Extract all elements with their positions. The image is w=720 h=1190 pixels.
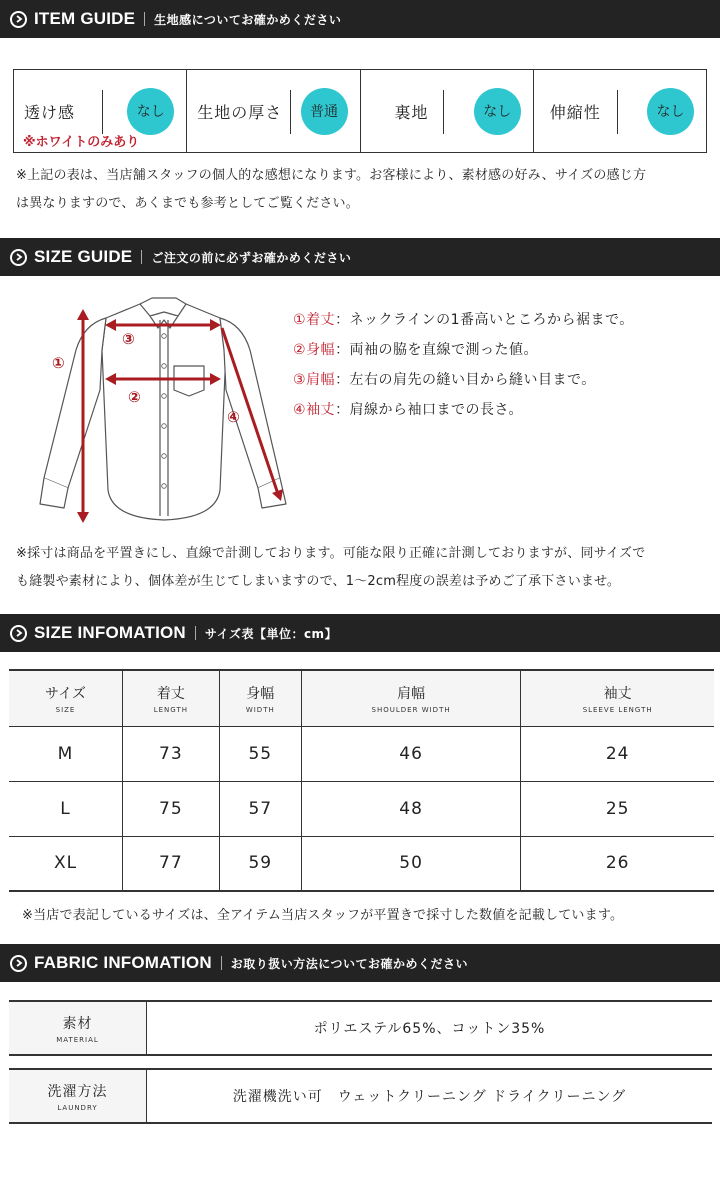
column-header: サイズ SIZE bbox=[9, 670, 123, 726]
column-header: 袖丈 SLEEVE LENGTH bbox=[521, 670, 714, 726]
section-subtitle: ご注文の前に必ずお確かめください bbox=[151, 250, 352, 265]
guide-label: 伸縮性 bbox=[549, 102, 601, 122]
section-subtitle: 生地感についてお確かめください bbox=[154, 12, 342, 27]
diagram-label-width: ② bbox=[128, 388, 141, 406]
size-guide-note: ※採寸は商品を平置きにし、直線で計測しております。可能な限り正確に計測しておりますが、同サイズで も縫製や素材により、個体差が生じてしまいますので、1〜2cm程度の誤差は予めご了承下さいませ。 bbox=[16, 546, 646, 589]
section-title: ITEM GUIDE bbox=[34, 9, 136, 28]
guide-cell-thickness bbox=[187, 70, 360, 152]
size-info-header bbox=[0, 614, 720, 652]
column-header: 身幅 WIDTH bbox=[219, 670, 301, 726]
guide-label: 生地の厚さ bbox=[197, 102, 283, 122]
size-table bbox=[9, 669, 714, 892]
fabric-row-material bbox=[9, 1000, 712, 1056]
chevron-right-icon bbox=[10, 625, 27, 642]
diagram-label-sleeve: ④ bbox=[227, 408, 240, 426]
legend-item-length: ①着丈：ネックラインの1番高いところから裾まで。 bbox=[293, 312, 634, 328]
guide-cell-transparency bbox=[14, 70, 187, 152]
item-guide-header bbox=[0, 0, 720, 38]
size-guide-header bbox=[0, 238, 720, 276]
guide-cell-lining bbox=[361, 70, 534, 152]
item-guide-note: ※上記の表は、当店舗スタッフの個人的な感想になります。お客様により、素材感の好み、サイズの感じ方 は異なりますので、あくまでも参考としてご覧ください。 bbox=[16, 168, 647, 211]
legend-item-width: ②身幅：両袖の脇を直線で測った値。 bbox=[293, 342, 539, 358]
fabric-value: 洗濯機洗い可 ウェットクリーニング ドライクリーニング bbox=[232, 1089, 627, 1105]
legend-item-sleeve: ④袖丈：肩線から袖口までの長さ。 bbox=[293, 402, 524, 418]
column-header: 肩幅 SHOULDER WIDTH bbox=[301, 670, 521, 726]
section-subtitle: お取り扱い方法についてお確かめください bbox=[230, 956, 469, 971]
table-row: L 75 57 48 25 bbox=[9, 781, 714, 836]
fabric-label: 素材 MATERIAL bbox=[9, 1002, 147, 1054]
legend-item-shoulder: ③肩幅：左右の肩先の縫い目から縫い目まで。 bbox=[293, 372, 596, 388]
guide-value-badge: なし bbox=[127, 88, 174, 135]
table-row: M 73 55 46 24 bbox=[9, 726, 714, 781]
chevron-right-icon bbox=[10, 249, 27, 266]
chevron-right-icon bbox=[10, 955, 27, 972]
section-subtitle: サイズ表【単位：cm】 bbox=[204, 626, 338, 641]
diagram-label-length: ① bbox=[52, 354, 65, 372]
fabric-info-header bbox=[0, 944, 720, 982]
table-header-row bbox=[9, 670, 714, 726]
shirt-measurement-diagram bbox=[36, 290, 296, 530]
guide-value-badge: なし bbox=[474, 88, 521, 135]
item-guide-table bbox=[13, 69, 707, 153]
section-title: SIZE GUIDE bbox=[34, 247, 133, 266]
guide-value-badge: 普通 bbox=[301, 88, 348, 135]
guide-label: 透け感 bbox=[24, 102, 76, 122]
table-row: XL 77 59 50 26 bbox=[9, 836, 714, 891]
guide-note: ※ホワイトのみあり bbox=[23, 135, 140, 150]
guide-cell-stretch bbox=[534, 70, 706, 152]
size-info-note: ※当店で表記しているサイズは、全アイテム当店スタッフが平置きで採寸した数値を記載しています。 bbox=[22, 908, 624, 923]
section-title: SIZE INFOMATION bbox=[34, 623, 186, 642]
chevron-right-icon bbox=[10, 11, 27, 28]
section-title: FABRIC INFOMATION bbox=[34, 953, 212, 972]
guide-label: 裏地 bbox=[394, 102, 429, 122]
fabric-row-laundry bbox=[9, 1068, 712, 1124]
diagram-label-shoulder: ③ bbox=[122, 330, 135, 348]
guide-value-badge: なし bbox=[647, 88, 694, 135]
measurement-legend bbox=[293, 305, 634, 425]
fabric-label: 洗濯方法 LAUNDRY bbox=[9, 1070, 147, 1122]
fabric-value: ポリエステル65%、コットン35% bbox=[313, 1021, 546, 1037]
column-header: 着丈 LENGTH bbox=[123, 670, 220, 726]
